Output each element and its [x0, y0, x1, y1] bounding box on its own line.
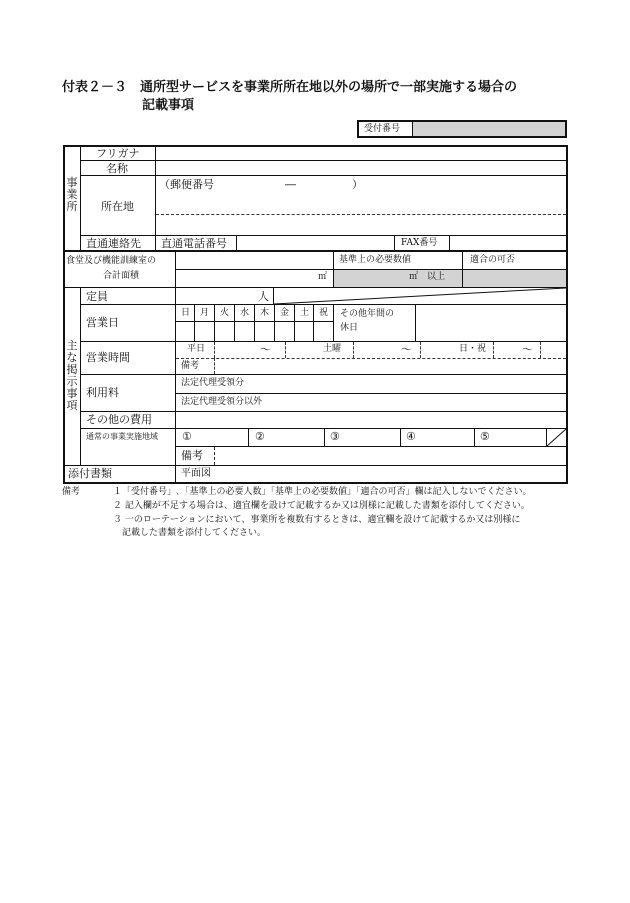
- sunday-holiday-label: 日・祝: [459, 344, 487, 354]
- area-num-3: ③: [330, 430, 340, 443]
- saturday-tilde: ～: [401, 343, 412, 356]
- weekday-holiday: 祝: [319, 308, 329, 318]
- area-remarks-label: 備考: [181, 449, 203, 462]
- area-label-1: 食堂及び機能訓練室の: [66, 256, 157, 266]
- location-label: 所在地: [101, 200, 134, 213]
- furigana-label: フリガナ: [96, 147, 140, 160]
- weekday-hours-label: 平日: [187, 344, 206, 354]
- note-3b: 記載した書類を添付してください。: [122, 528, 267, 538]
- other-holidays-2: 休日: [340, 323, 359, 333]
- saturday-label: 土曜: [323, 344, 342, 354]
- service-area-label: 通常の事業実施地域: [86, 432, 158, 441]
- business-hours-label: 営業時間: [86, 351, 130, 364]
- weekday-mon: 月: [200, 308, 210, 318]
- area-unit: ㎡: [318, 272, 328, 282]
- sunday-tilde: ～: [522, 343, 533, 356]
- title-line-2: 記載事項: [142, 98, 195, 113]
- fee-label: 利用料: [86, 386, 119, 399]
- weekday-wed: 水: [240, 308, 250, 318]
- required-value-unit: ㎡ 以上: [409, 272, 446, 282]
- capacity-unit: 人: [258, 290, 269, 303]
- postal-dash: ―: [285, 178, 296, 191]
- area-num-5: ⑤: [480, 430, 490, 443]
- area-num-1: ①: [182, 430, 192, 443]
- business-days-label: 営業日: [86, 316, 119, 329]
- area-label-2: 合計面積: [103, 271, 140, 281]
- note-1: １「受付番号」､「基準上の必要人数」「基準上の必要数値」「適合の可否」欄は記入しないでください。: [113, 487, 532, 497]
- fee-non-statutory: 法定代理受領分以外: [181, 397, 263, 407]
- name-label: 名称: [106, 162, 128, 175]
- area-num-4: ④: [406, 430, 416, 443]
- other-costs-label: その他の費用: [86, 413, 152, 426]
- main-group-label: 主な掲示事項: [66, 339, 78, 412]
- office-group-label: 事業所: [66, 176, 78, 213]
- attach-label: 添付書類: [68, 467, 112, 480]
- notes-label: 備考: [62, 487, 81, 497]
- fax-label: FAX番号: [401, 238, 438, 248]
- required-value-label: 基準上の必要数値: [339, 255, 412, 265]
- suitability-label: 適合の可否: [470, 255, 516, 265]
- area-num-2: ②: [255, 430, 265, 443]
- other-holidays-1: その他年間の: [340, 309, 395, 319]
- weekday-fri: 金: [280, 308, 290, 318]
- weekday-tilde: ～: [260, 343, 271, 356]
- hours-remarks-label: 備考: [181, 361, 200, 371]
- weekday-sun: 日: [181, 308, 191, 318]
- weekday-sat: 土: [300, 308, 310, 318]
- capacity-label: 定員: [86, 290, 108, 303]
- title-line-1: 付表２－３ 通所型サービスを事業所所在地以外の場所で一部実施する場合の: [62, 80, 518, 95]
- attach-value: 平面図: [181, 468, 211, 479]
- fee-statutory: 法定代理受領分: [181, 378, 245, 388]
- note-2: ２ 記入欄が不足する場合は、適宜欄を設けて記載するか又は別様に記載した書類を添付してください。: [113, 501, 530, 511]
- receipt-label: 受付番号: [364, 124, 401, 134]
- weekday-tue: 火: [220, 308, 230, 318]
- direct-contact-label: 直通連絡先: [86, 237, 141, 250]
- postal-prefix: （郵便番号: [159, 178, 214, 191]
- postal-close: ）: [352, 178, 363, 191]
- weekday-thu: 木: [260, 308, 270, 318]
- direct-phone-label: 直通電話番号: [161, 237, 227, 250]
- note-3a: ３ 一のローテーションにおいて、事業所を複数有するときは、適宜欄を設けて記載するか又は別様に: [113, 515, 521, 525]
